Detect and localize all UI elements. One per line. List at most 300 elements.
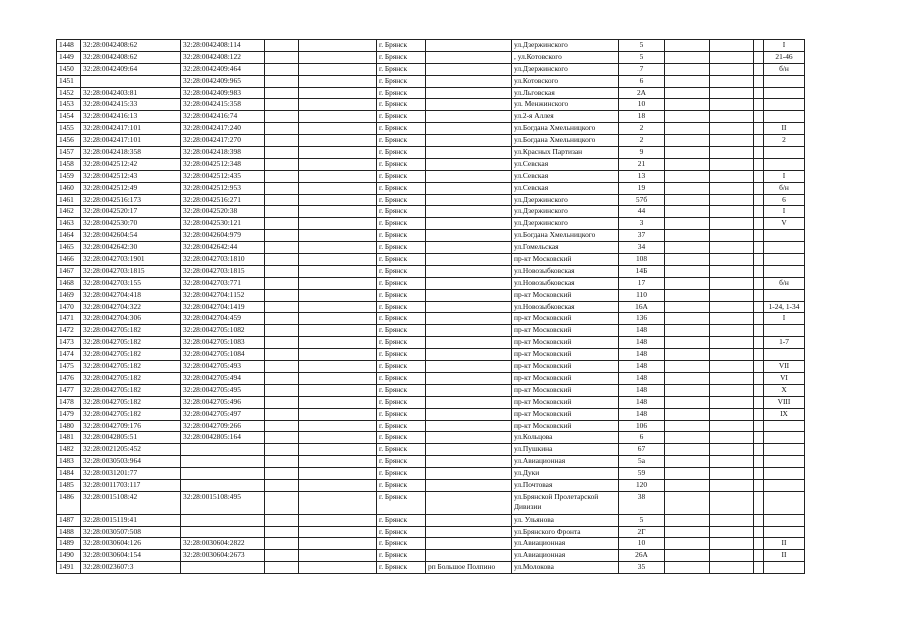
row-number: 1480: [57, 420, 81, 432]
cadastral-number-parcel: 32:28:0042415:33: [81, 99, 181, 111]
cadastral-number-parcel: 32:28:0042403:81: [81, 87, 181, 99]
empty-cell: [665, 40, 710, 52]
empty-cell: [265, 75, 299, 87]
empty-cell: [754, 420, 764, 432]
house-number-cell: 148: [619, 372, 665, 384]
empty-cell: [754, 289, 764, 301]
table-row: [57, 456, 805, 468]
empty-cell: [299, 456, 377, 468]
row-number: 1450: [57, 63, 81, 75]
cadastral-number-parcel: 32:28:0042703:155: [81, 277, 181, 289]
row-number: 1456: [57, 135, 81, 147]
house-number-cell: 34: [619, 242, 665, 254]
locality-cell: [426, 254, 512, 266]
empty-cell: [710, 277, 754, 289]
cadastral-number-parcel: 32:28:0042709:176: [81, 420, 181, 432]
city-cell: г. Брянск: [377, 158, 426, 170]
locality-cell: [426, 432, 512, 444]
empty-cell: [754, 230, 764, 242]
empty-cell: [665, 432, 710, 444]
empty-cell: [265, 51, 299, 63]
street-cell: пр-кт Московский: [512, 396, 619, 408]
table-row: [57, 63, 805, 75]
cadastral-number-parcel: 32:28:0015119:41: [81, 514, 181, 526]
city-cell: г. Брянск: [377, 123, 426, 135]
premises-number-cell: [764, 111, 805, 123]
empty-cell: [710, 194, 754, 206]
row-number: 1491: [57, 562, 81, 574]
cadastral-number-parcel: 32:28:0042408:62: [81, 51, 181, 63]
row-number: 1454: [57, 111, 81, 123]
empty-cell: [754, 313, 764, 325]
empty-cell: [299, 349, 377, 361]
empty-cell: [299, 479, 377, 491]
empty-cell: [265, 361, 299, 373]
locality-cell: [426, 408, 512, 420]
premises-number-cell: I: [764, 313, 805, 325]
empty-cell: [665, 147, 710, 159]
table-row: [57, 491, 805, 514]
street-cell: ул.Севская: [512, 182, 619, 194]
empty-cell: [754, 135, 764, 147]
empty-cell: [265, 135, 299, 147]
table-row: [57, 432, 805, 444]
cadastral-number-parcel: 32:28:0042704:322: [81, 301, 181, 313]
city-cell: г. Брянск: [377, 182, 426, 194]
empty-cell: [265, 384, 299, 396]
cadastral-number-object: 32:28:0042705:497: [181, 408, 265, 420]
cadastral-number-object: [181, 468, 265, 480]
premises-number-cell: [764, 526, 805, 538]
cadastral-number-parcel: 32:28:0042604:54: [81, 230, 181, 242]
cadastral-number-parcel: 32:28:0042417:101: [81, 135, 181, 147]
empty-cell: [754, 468, 764, 480]
cadastral-number-object: 32:28:0042705:1082: [181, 325, 265, 337]
premises-number-cell: [764, 562, 805, 574]
cadastral-number-object: [181, 526, 265, 538]
street-cell: ул.Севская: [512, 158, 619, 170]
empty-cell: [710, 218, 754, 230]
empty-cell: [265, 182, 299, 194]
house-number-cell: 6: [619, 75, 665, 87]
empty-cell: [665, 182, 710, 194]
row-number: 1472: [57, 325, 81, 337]
cadastral-number-parcel: 32:28:0042705:182: [81, 361, 181, 373]
cadastral-number-parcel: 32:28:0042703:1901: [81, 254, 181, 266]
cadastral-number-parcel: 32:28:0042408:62: [81, 40, 181, 52]
empty-cell: [265, 158, 299, 170]
empty-cell: [665, 99, 710, 111]
cadastral-number-object: 32:28:0042703:1810: [181, 254, 265, 266]
empty-cell: [710, 349, 754, 361]
city-cell: г. Брянск: [377, 468, 426, 480]
house-number-cell: 44: [619, 206, 665, 218]
cadastral-number-object: 32:28:0042408:114: [181, 40, 265, 52]
empty-cell: [665, 75, 710, 87]
street-cell: ул.Севская: [512, 170, 619, 182]
city-cell: г. Брянск: [377, 289, 426, 301]
table-row: [57, 444, 805, 456]
empty-cell: [299, 75, 377, 87]
cadastral-number-parcel: 32:28:0042530:70: [81, 218, 181, 230]
empty-cell: [665, 289, 710, 301]
premises-number-cell: [764, 99, 805, 111]
premises-number-cell: [764, 158, 805, 170]
house-number-cell: 148: [619, 337, 665, 349]
empty-cell: [710, 337, 754, 349]
empty-cell: [665, 396, 710, 408]
empty-cell: [265, 111, 299, 123]
house-number-cell: 18: [619, 111, 665, 123]
empty-cell: [265, 206, 299, 218]
empty-cell: [665, 135, 710, 147]
empty-cell: [265, 372, 299, 384]
city-cell: г. Брянск: [377, 170, 426, 182]
empty-cell: [299, 289, 377, 301]
cadastral-number-parcel: 32:28:0042704:306: [81, 313, 181, 325]
empty-cell: [710, 361, 754, 373]
cadastral-number-object: 32:28:0042512:348: [181, 158, 265, 170]
empty-cell: [710, 538, 754, 550]
row-number: 1479: [57, 408, 81, 420]
cadastral-number-parcel: 32:28:0042512:42: [81, 158, 181, 170]
table-row: [57, 194, 805, 206]
empty-cell: [265, 123, 299, 135]
empty-cell: [265, 444, 299, 456]
table-row: [57, 242, 805, 254]
house-number-cell: 21: [619, 158, 665, 170]
cadastral-number-object: 32:28:0042415:358: [181, 99, 265, 111]
empty-cell: [265, 349, 299, 361]
empty-cell: [665, 242, 710, 254]
house-number-cell: 3: [619, 218, 665, 230]
empty-cell: [299, 51, 377, 63]
locality-cell: [426, 538, 512, 550]
cadastral-number-parcel: 32:28:0023607:3: [81, 562, 181, 574]
empty-cell: [299, 372, 377, 384]
cadastral-number-object: 32:28:0042805:164: [181, 432, 265, 444]
premises-number-cell: VII: [764, 361, 805, 373]
house-number-cell: 67: [619, 444, 665, 456]
empty-cell: [265, 289, 299, 301]
row-number: 1470: [57, 301, 81, 313]
empty-cell: [665, 63, 710, 75]
empty-cell: [710, 384, 754, 396]
locality-cell: [426, 337, 512, 349]
cadastral-number-object: 32:28:0042409:464: [181, 63, 265, 75]
city-cell: г. Брянск: [377, 313, 426, 325]
city-cell: г. Брянск: [377, 538, 426, 550]
row-number: 1448: [57, 40, 81, 52]
empty-cell: [299, 301, 377, 313]
house-number-cell: 16А: [619, 301, 665, 313]
cadastral-number-object: 32:28:0030604:2822: [181, 538, 265, 550]
empty-cell: [710, 63, 754, 75]
empty-cell: [710, 301, 754, 313]
empty-cell: [754, 408, 764, 420]
city-cell: г. Брянск: [377, 420, 426, 432]
row-number: 1490: [57, 550, 81, 562]
empty-cell: [710, 182, 754, 194]
empty-cell: [754, 194, 764, 206]
premises-number-cell: I: [764, 206, 805, 218]
row-number: 1477: [57, 384, 81, 396]
empty-cell: [754, 396, 764, 408]
empty-cell: [710, 230, 754, 242]
table-row: [57, 372, 805, 384]
empty-cell: [265, 147, 299, 159]
empty-cell: [299, 230, 377, 242]
locality-cell: [426, 87, 512, 99]
premises-number-cell: II: [764, 538, 805, 550]
cadastral-number-parcel: 32:28:0042512:43: [81, 170, 181, 182]
locality-cell: [426, 265, 512, 277]
empty-cell: [665, 361, 710, 373]
house-number-cell: 14Б: [619, 265, 665, 277]
city-cell: г. Брянск: [377, 111, 426, 123]
empty-cell: [265, 337, 299, 349]
row-number: 1452: [57, 87, 81, 99]
locality-cell: [426, 468, 512, 480]
city-cell: г. Брянск: [377, 99, 426, 111]
premises-number-cell: I: [764, 40, 805, 52]
cadastral-number-parcel: 32:28:0042520:17: [81, 206, 181, 218]
cadastral-number-object: 32:28:0042417:270: [181, 135, 265, 147]
empty-cell: [299, 218, 377, 230]
premises-number-cell: [764, 254, 805, 266]
table-row: [57, 230, 805, 242]
empty-cell: [665, 337, 710, 349]
street-cell: ул.Дзержинского: [512, 63, 619, 75]
street-cell: ул.Дзержинского: [512, 218, 619, 230]
empty-cell: [265, 230, 299, 242]
cadastral-number-parcel: 32:28:0042417:101: [81, 123, 181, 135]
empty-cell: [299, 432, 377, 444]
table-row: [57, 384, 805, 396]
city-cell: г. Брянск: [377, 337, 426, 349]
cadastral-number-object: 32:28:0042703:1815: [181, 265, 265, 277]
row-number: 1483: [57, 456, 81, 468]
empty-cell: [265, 301, 299, 313]
row-number: 1462: [57, 206, 81, 218]
cadastral-number-object: [181, 479, 265, 491]
cadastral-number-object: 32:28:0042705:1083: [181, 337, 265, 349]
empty-cell: [299, 123, 377, 135]
street-cell: ул.Дзержинского: [512, 206, 619, 218]
empty-cell: [665, 194, 710, 206]
premises-number-cell: II: [764, 550, 805, 562]
empty-cell: [710, 40, 754, 52]
cadastral-number-object: 32:28:0042705:1084: [181, 349, 265, 361]
premises-number-cell: 1-7: [764, 337, 805, 349]
empty-cell: [754, 170, 764, 182]
empty-cell: [754, 40, 764, 52]
locality-cell: [426, 75, 512, 87]
empty-cell: [710, 111, 754, 123]
locality-cell: [426, 123, 512, 135]
table-row: [57, 514, 805, 526]
empty-cell: [754, 63, 764, 75]
empty-cell: [299, 147, 377, 159]
table-row: [57, 158, 805, 170]
cadastral-number-parcel: 32:28:0042704:418: [81, 289, 181, 301]
premises-number-cell: V: [764, 218, 805, 230]
city-cell: г. Брянск: [377, 384, 426, 396]
house-number-cell: 9: [619, 147, 665, 159]
empty-cell: [265, 479, 299, 491]
empty-cell: [754, 147, 764, 159]
city-cell: г. Брянск: [377, 51, 426, 63]
empty-cell: [754, 514, 764, 526]
empty-cell: [665, 158, 710, 170]
locality-cell: [426, 135, 512, 147]
empty-cell: [299, 206, 377, 218]
empty-cell: [754, 111, 764, 123]
cadastral-number-object: 32:28:0015108:495: [181, 491, 265, 514]
locality-cell: [426, 301, 512, 313]
city-cell: г. Брянск: [377, 254, 426, 266]
empty-cell: [265, 396, 299, 408]
city-cell: г. Брянск: [377, 408, 426, 420]
cadastral-number-parcel: 32:28:0042512:49: [81, 182, 181, 194]
row-number: 1459: [57, 170, 81, 182]
locality-cell: [426, 361, 512, 373]
premises-number-cell: [764, 349, 805, 361]
city-cell: г. Брянск: [377, 514, 426, 526]
house-number-cell: 108: [619, 254, 665, 266]
cadastral-number-object: 32:28:0042512:435: [181, 170, 265, 182]
empty-cell: [754, 538, 764, 550]
street-cell: пр-кт Московский: [512, 349, 619, 361]
empty-cell: [299, 538, 377, 550]
street-cell: пр-кт Московский: [512, 384, 619, 396]
row-number: 1488: [57, 526, 81, 538]
locality-cell: [426, 526, 512, 538]
empty-cell: [265, 468, 299, 480]
house-number-cell: 10: [619, 538, 665, 550]
empty-cell: [710, 206, 754, 218]
empty-cell: [710, 491, 754, 514]
empty-cell: [754, 526, 764, 538]
row-number: 1482: [57, 444, 81, 456]
house-number-cell: 13: [619, 170, 665, 182]
street-cell: пр-кт Московский: [512, 254, 619, 266]
premises-number-cell: [764, 432, 805, 444]
cadastral-number-object: 32:28:0042516:271: [181, 194, 265, 206]
cadastral-number-object: 32:28:0042416:74: [181, 111, 265, 123]
city-cell: г. Брянск: [377, 87, 426, 99]
empty-cell: [665, 265, 710, 277]
empty-cell: [665, 456, 710, 468]
empty-cell: [265, 40, 299, 52]
row-number: 1485: [57, 479, 81, 491]
empty-cell: [665, 514, 710, 526]
premises-number-cell: [764, 491, 805, 514]
row-number: 1475: [57, 361, 81, 373]
empty-cell: [710, 51, 754, 63]
street-cell: ул.Дзержинского: [512, 40, 619, 52]
row-number: 1464: [57, 230, 81, 242]
cadastral-number-object: [181, 514, 265, 526]
house-number-cell: 17: [619, 277, 665, 289]
house-number-cell: 5: [619, 51, 665, 63]
cadastral-number-object: 32:28:0042418:398: [181, 147, 265, 159]
empty-cell: [665, 444, 710, 456]
row-number: 1467: [57, 265, 81, 277]
street-cell: , ул.Котовского: [512, 51, 619, 63]
cadastral-number-object: 32:28:0042530:121: [181, 218, 265, 230]
empty-cell: [710, 313, 754, 325]
empty-cell: [665, 372, 710, 384]
city-cell: г. Брянск: [377, 63, 426, 75]
street-cell: ул.Красных Партизан: [512, 147, 619, 159]
city-cell: г. Брянск: [377, 135, 426, 147]
empty-cell: [665, 277, 710, 289]
empty-cell: [299, 242, 377, 254]
house-number-cell: 148: [619, 349, 665, 361]
premises-number-cell: 2: [764, 135, 805, 147]
cadastral-number-parcel: 32:28:0042516:173: [81, 194, 181, 206]
cadastral-number-parcel: 32:28:0042705:182: [81, 384, 181, 396]
street-cell: пр-кт Московский: [512, 420, 619, 432]
city-cell: г. Брянск: [377, 147, 426, 159]
locality-cell: [426, 479, 512, 491]
city-cell: г. Брянск: [377, 491, 426, 514]
table-row: [57, 51, 805, 63]
empty-cell: [265, 313, 299, 325]
city-cell: г. Брянск: [377, 396, 426, 408]
locality-cell: [426, 158, 512, 170]
row-number: 1458: [57, 158, 81, 170]
locality-cell: [426, 99, 512, 111]
empty-cell: [265, 562, 299, 574]
empty-cell: [754, 254, 764, 266]
cadastral-number-parcel: 32:28:0015108:42: [81, 491, 181, 514]
street-cell: ул.Льговская: [512, 87, 619, 99]
empty-cell: [710, 99, 754, 111]
house-number-cell: 148: [619, 325, 665, 337]
empty-cell: [665, 230, 710, 242]
table-row: [57, 277, 805, 289]
premises-number-cell: [764, 468, 805, 480]
table-row: [57, 99, 805, 111]
premises-number-cell: 21-46: [764, 51, 805, 63]
street-cell: ул. Ульянова: [512, 514, 619, 526]
street-cell: ул. Менжинского: [512, 99, 619, 111]
street-cell: ул.Новозыбковская: [512, 301, 619, 313]
locality-cell: [426, 51, 512, 63]
empty-cell: [754, 75, 764, 87]
street-cell: ул.Котовского: [512, 75, 619, 87]
row-number: 1471: [57, 313, 81, 325]
empty-cell: [265, 514, 299, 526]
cadastral-number-parcel: 32:28:0042642:30: [81, 242, 181, 254]
premises-number-cell: [764, 75, 805, 87]
premises-number-cell: 1-24, 1-34: [764, 301, 805, 313]
premises-number-cell: [764, 265, 805, 277]
house-number-cell: 38: [619, 491, 665, 514]
row-number: 1478: [57, 396, 81, 408]
city-cell: г. Брянск: [377, 349, 426, 361]
row-number: 1487: [57, 514, 81, 526]
locality-cell: [426, 420, 512, 432]
house-number-cell: 2Г: [619, 526, 665, 538]
table-row: [57, 254, 805, 266]
empty-cell: [710, 289, 754, 301]
house-number-cell: 26А: [619, 550, 665, 562]
table-row: [57, 550, 805, 562]
empty-cell: [754, 349, 764, 361]
